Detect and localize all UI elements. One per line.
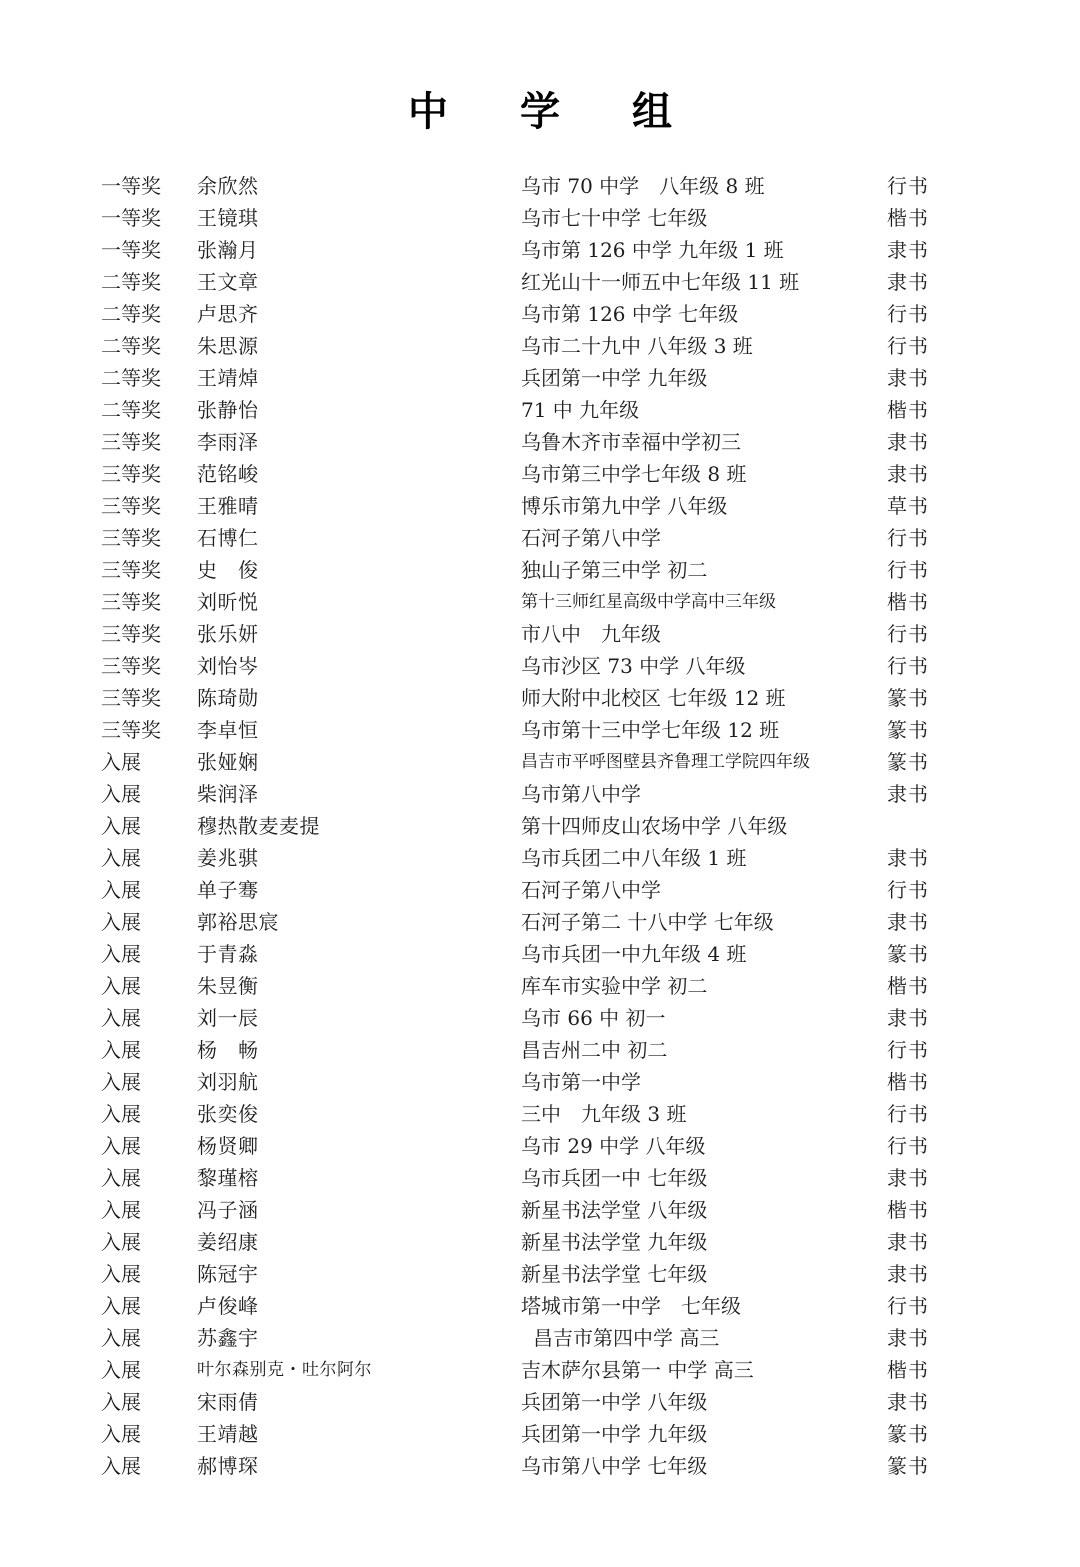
school-grade: 库车市实验中学 初二 <box>521 974 708 998</box>
list-item <box>0 298 1080 330</box>
page-title <box>0 80 1080 137</box>
calligraphy-style: 草书 <box>887 494 929 518</box>
list-item <box>0 426 1080 458</box>
student-name: 叶尔森别克・吐尔阿尔 <box>197 1360 372 1380</box>
list-item <box>0 618 1080 650</box>
list-item <box>0 650 1080 682</box>
list-item <box>0 970 1080 1002</box>
award-level: 三等奖 <box>101 686 161 710</box>
student-name: 刘一辰 <box>197 1006 259 1030</box>
student-name: 陈琦勋 <box>197 686 259 710</box>
list-item <box>0 1322 1080 1354</box>
student-name: 李雨泽 <box>197 430 259 454</box>
award-level: 入展 <box>101 1422 141 1446</box>
calligraphy-style: 隶书 <box>887 1390 929 1414</box>
list-item <box>0 1098 1080 1130</box>
list-item <box>0 1194 1080 1226</box>
calligraphy-style: 行书 <box>887 622 929 646</box>
school-grade: 乌市第三中学七年级 8 班 <box>521 462 747 486</box>
calligraphy-style: 行书 <box>887 174 929 198</box>
calligraphy-style: 楷书 <box>887 398 929 422</box>
school-grade: 塔城市第一中学 七年级 <box>521 1294 741 1318</box>
calligraphy-style: 楷书 <box>887 1198 929 1222</box>
student-name: 穆热散麦麦提 <box>197 814 320 838</box>
award-level: 入展 <box>101 1166 141 1190</box>
calligraphy-style: 隶书 <box>887 1262 929 1286</box>
award-level: 一等奖 <box>101 174 161 198</box>
student-name: 范铭峻 <box>197 462 259 486</box>
list-item <box>0 810 1080 842</box>
list-item <box>0 458 1080 490</box>
list-item <box>0 1034 1080 1066</box>
student-name: 朱思源 <box>197 334 259 358</box>
list-item <box>0 1450 1080 1482</box>
list-item <box>0 234 1080 266</box>
calligraphy-style: 篆书 <box>887 1454 929 1478</box>
calligraphy-style: 篆书 <box>887 718 929 742</box>
school-grade: 71 中 九年级 <box>521 398 640 422</box>
student-name: 王雅晴 <box>197 494 259 518</box>
school-grade: 石河子第二 十八中学 七年级 <box>521 910 774 934</box>
list-item <box>0 586 1080 618</box>
list-item <box>0 938 1080 970</box>
calligraphy-style: 行书 <box>887 1102 929 1126</box>
school-grade: 师大附中北校区 七年级 12 班 <box>521 686 786 710</box>
award-level: 三等奖 <box>101 430 161 454</box>
award-level: 入展 <box>101 1102 141 1126</box>
award-level: 二等奖 <box>101 398 161 422</box>
award-level: 入展 <box>101 942 141 966</box>
school-grade: 兵团第一中学 九年级 <box>521 1422 708 1446</box>
award-level: 三等奖 <box>101 654 161 678</box>
student-name: 姜绍康 <box>197 1230 259 1254</box>
award-level: 二等奖 <box>101 270 161 294</box>
award-level: 入展 <box>101 1326 141 1350</box>
school-grade: 乌市第 126 中学 七年级 <box>521 302 739 326</box>
school-grade: 乌市 66 中 初一 <box>521 1006 666 1030</box>
award-level: 入展 <box>101 1454 141 1478</box>
award-level: 二等奖 <box>101 334 161 358</box>
school-grade: 乌市七十中学 七年级 <box>521 206 708 230</box>
list-item <box>0 1162 1080 1194</box>
school-grade: 乌市第八中学 七年级 <box>521 1454 708 1478</box>
list-item <box>0 1418 1080 1450</box>
student-name: 朱昱衡 <box>197 974 259 998</box>
award-level: 入展 <box>101 1390 141 1414</box>
award-level: 三等奖 <box>101 526 161 550</box>
calligraphy-style: 隶书 <box>887 782 929 806</box>
calligraphy-style: 楷书 <box>887 1358 929 1382</box>
school-grade: 昌吉市第四中学 高三 <box>533 1326 720 1350</box>
award-level: 二等奖 <box>101 302 161 326</box>
award-level: 入展 <box>101 1006 141 1030</box>
calligraphy-style: 隶书 <box>887 430 929 454</box>
school-grade: 石河子第八中学 <box>521 526 661 550</box>
list-item <box>0 842 1080 874</box>
list-item <box>0 778 1080 810</box>
student-name: 王靖焯 <box>197 366 259 390</box>
award-level: 入展 <box>101 1294 141 1318</box>
school-grade: 乌鲁木齐市幸福中学初三 <box>521 430 741 454</box>
student-name: 王靖越 <box>197 1422 259 1446</box>
calligraphy-style: 行书 <box>887 878 929 902</box>
student-name: 冯子涵 <box>197 1198 259 1222</box>
calligraphy-style: 行书 <box>887 302 929 326</box>
student-name: 郝博琛 <box>197 1454 259 1478</box>
award-level: 二等奖 <box>101 366 161 390</box>
list-item <box>0 330 1080 362</box>
school-grade: 乌市第一中学 <box>521 1070 641 1094</box>
list-item <box>0 1290 1080 1322</box>
list-item <box>0 362 1080 394</box>
school-grade: 新星书法学堂 七年级 <box>521 1262 708 1286</box>
list-item <box>0 1386 1080 1418</box>
award-level: 入展 <box>101 910 141 934</box>
list-item <box>0 1258 1080 1290</box>
list-item <box>0 490 1080 522</box>
award-level: 三等奖 <box>101 590 161 614</box>
student-name: 卢俊峰 <box>197 1294 259 1318</box>
award-level: 入展 <box>101 1358 141 1382</box>
list-item <box>0 714 1080 746</box>
calligraphy-style: 隶书 <box>887 1166 929 1190</box>
award-level: 入展 <box>101 1070 141 1094</box>
award-level: 入展 <box>101 974 141 998</box>
student-name: 于青淼 <box>197 942 259 966</box>
student-name: 张娅娴 <box>197 750 259 774</box>
list-item <box>0 1002 1080 1034</box>
calligraphy-style: 篆书 <box>887 750 929 774</box>
award-level: 入展 <box>101 1262 141 1286</box>
school-grade: 第十四师皮山农场中学 八年级 <box>521 814 788 838</box>
calligraphy-style: 隶书 <box>887 910 929 934</box>
calligraphy-style: 楷书 <box>887 974 929 998</box>
school-grade: 兵团第一中学 八年级 <box>521 1390 708 1414</box>
calligraphy-style: 行书 <box>887 526 929 550</box>
calligraphy-style: 楷书 <box>887 590 929 614</box>
award-level: 入展 <box>101 1134 141 1158</box>
award-level: 入展 <box>101 878 141 902</box>
list-item <box>0 266 1080 298</box>
student-name: 张奕俊 <box>197 1102 259 1126</box>
school-grade: 昌吉市平呼图壁县齐鲁理工学院四年级 <box>521 752 810 772</box>
student-name: 杨 畅 <box>197 1038 259 1062</box>
calligraphy-style: 隶书 <box>887 238 929 262</box>
page-title-char: 组 <box>632 88 672 135</box>
student-name: 郭裕思宸 <box>197 910 279 934</box>
school-grade: 乌市第十三中学七年级 12 班 <box>521 718 780 742</box>
calligraphy-style: 篆书 <box>887 1422 929 1446</box>
school-grade: 乌市 70 中学 八年级 8 班 <box>521 174 765 198</box>
student-name: 刘怡岑 <box>197 654 259 678</box>
student-name: 宋雨倩 <box>197 1390 259 1414</box>
student-name: 黎瑾榕 <box>197 1166 259 1190</box>
calligraphy-style: 隶书 <box>887 1230 929 1254</box>
list-item <box>0 170 1080 202</box>
list-item <box>0 522 1080 554</box>
student-name: 王镜琪 <box>197 206 259 230</box>
list-item <box>0 682 1080 714</box>
school-grade: 乌市二十九中 八年级 3 班 <box>521 334 753 358</box>
calligraphy-style: 行书 <box>887 334 929 358</box>
student-name: 陈冠宇 <box>197 1262 259 1286</box>
school-grade: 石河子第八中学 <box>521 878 661 902</box>
calligraphy-style: 行书 <box>887 654 929 678</box>
school-grade: 乌市沙区 73 中学 八年级 <box>521 654 746 678</box>
student-name: 张静怡 <box>197 398 259 422</box>
calligraphy-style: 篆书 <box>887 942 929 966</box>
list-item <box>0 1226 1080 1258</box>
school-grade: 新星书法学堂 八年级 <box>521 1198 708 1222</box>
calligraphy-style: 隶书 <box>887 1006 929 1030</box>
school-grade: 乌市兵团二中八年级 1 班 <box>521 846 747 870</box>
student-name: 史 俊 <box>197 558 259 582</box>
student-name: 张乐妍 <box>197 622 259 646</box>
school-grade: 新星书法学堂 九年级 <box>521 1230 708 1254</box>
list-item <box>0 1354 1080 1386</box>
award-level: 三等奖 <box>101 494 161 518</box>
page-title-char: 学 <box>520 88 560 135</box>
award-level: 三等奖 <box>101 622 161 646</box>
list-item <box>0 874 1080 906</box>
list-item <box>0 746 1080 778</box>
calligraphy-style: 篆书 <box>887 686 929 710</box>
calligraphy-style: 楷书 <box>887 1070 929 1094</box>
calligraphy-style: 隶书 <box>887 462 929 486</box>
calligraphy-style: 行书 <box>887 558 929 582</box>
award-level: 一等奖 <box>101 206 161 230</box>
award-level: 入展 <box>101 846 141 870</box>
list-item <box>0 1066 1080 1098</box>
calligraphy-style: 行书 <box>887 1134 929 1158</box>
calligraphy-style: 楷书 <box>887 206 929 230</box>
award-level: 入展 <box>101 1230 141 1254</box>
school-grade: 乌市第 126 中学 九年级 1 班 <box>521 238 784 262</box>
student-name: 单子骞 <box>197 878 259 902</box>
school-grade: 乌市 29 中学 八年级 <box>521 1134 706 1158</box>
award-level: 入展 <box>101 1038 141 1062</box>
list-item <box>0 554 1080 586</box>
school-grade: 红光山十一师五中七年级 11 班 <box>521 270 800 294</box>
award-level: 入展 <box>101 782 141 806</box>
calligraphy-style: 行书 <box>887 1294 929 1318</box>
student-name: 张瀚月 <box>197 238 259 262</box>
calligraphy-style: 隶书 <box>887 366 929 390</box>
award-level: 三等奖 <box>101 558 161 582</box>
award-level: 入展 <box>101 1198 141 1222</box>
award-level: 一等奖 <box>101 238 161 262</box>
award-level: 三等奖 <box>101 462 161 486</box>
list-item <box>0 394 1080 426</box>
school-grade: 第十三师红星高级中学高中三年级 <box>521 592 776 612</box>
school-grade: 市八中 九年级 <box>521 622 661 646</box>
school-grade: 乌市兵团一中 七年级 <box>521 1166 708 1190</box>
student-name: 杨贤卿 <box>197 1134 259 1158</box>
school-grade: 独山子第三中学 初二 <box>521 558 708 582</box>
award-level: 入展 <box>101 814 141 838</box>
school-grade: 兵团第一中学 九年级 <box>521 366 708 390</box>
list-item <box>0 202 1080 234</box>
student-name: 刘羽航 <box>197 1070 259 1094</box>
school-grade: 乌市兵团一中九年级 4 班 <box>521 942 747 966</box>
student-name: 王文章 <box>197 270 259 294</box>
student-name: 卢思齐 <box>197 302 259 326</box>
award-level: 三等奖 <box>101 718 161 742</box>
calligraphy-style: 隶书 <box>887 846 929 870</box>
student-name: 柴润泽 <box>197 782 259 806</box>
student-name: 李卓恒 <box>197 718 259 742</box>
student-name: 石博仁 <box>197 526 259 550</box>
school-grade: 吉木萨尔县第一 中学 高三 <box>521 1358 754 1382</box>
school-grade: 博乐市第九中学 八年级 <box>521 494 728 518</box>
calligraphy-style: 行书 <box>887 1038 929 1062</box>
student-name: 余欣然 <box>197 174 259 198</box>
school-grade: 乌市第八中学 <box>521 782 641 806</box>
student-name: 刘昕悦 <box>197 590 259 614</box>
student-name: 姜兆骐 <box>197 846 259 870</box>
list-item <box>0 1130 1080 1162</box>
award-list <box>0 170 1080 1482</box>
calligraphy-style: 隶书 <box>887 270 929 294</box>
page-title-char: 中 <box>408 88 448 135</box>
award-level: 入展 <box>101 750 141 774</box>
school-grade: 昌吉州二中 初二 <box>521 1038 668 1062</box>
calligraphy-style: 隶书 <box>887 1326 929 1350</box>
list-item <box>0 906 1080 938</box>
school-grade: 三中 九年级 3 班 <box>521 1102 687 1126</box>
student-name: 苏鑫宇 <box>197 1326 259 1350</box>
